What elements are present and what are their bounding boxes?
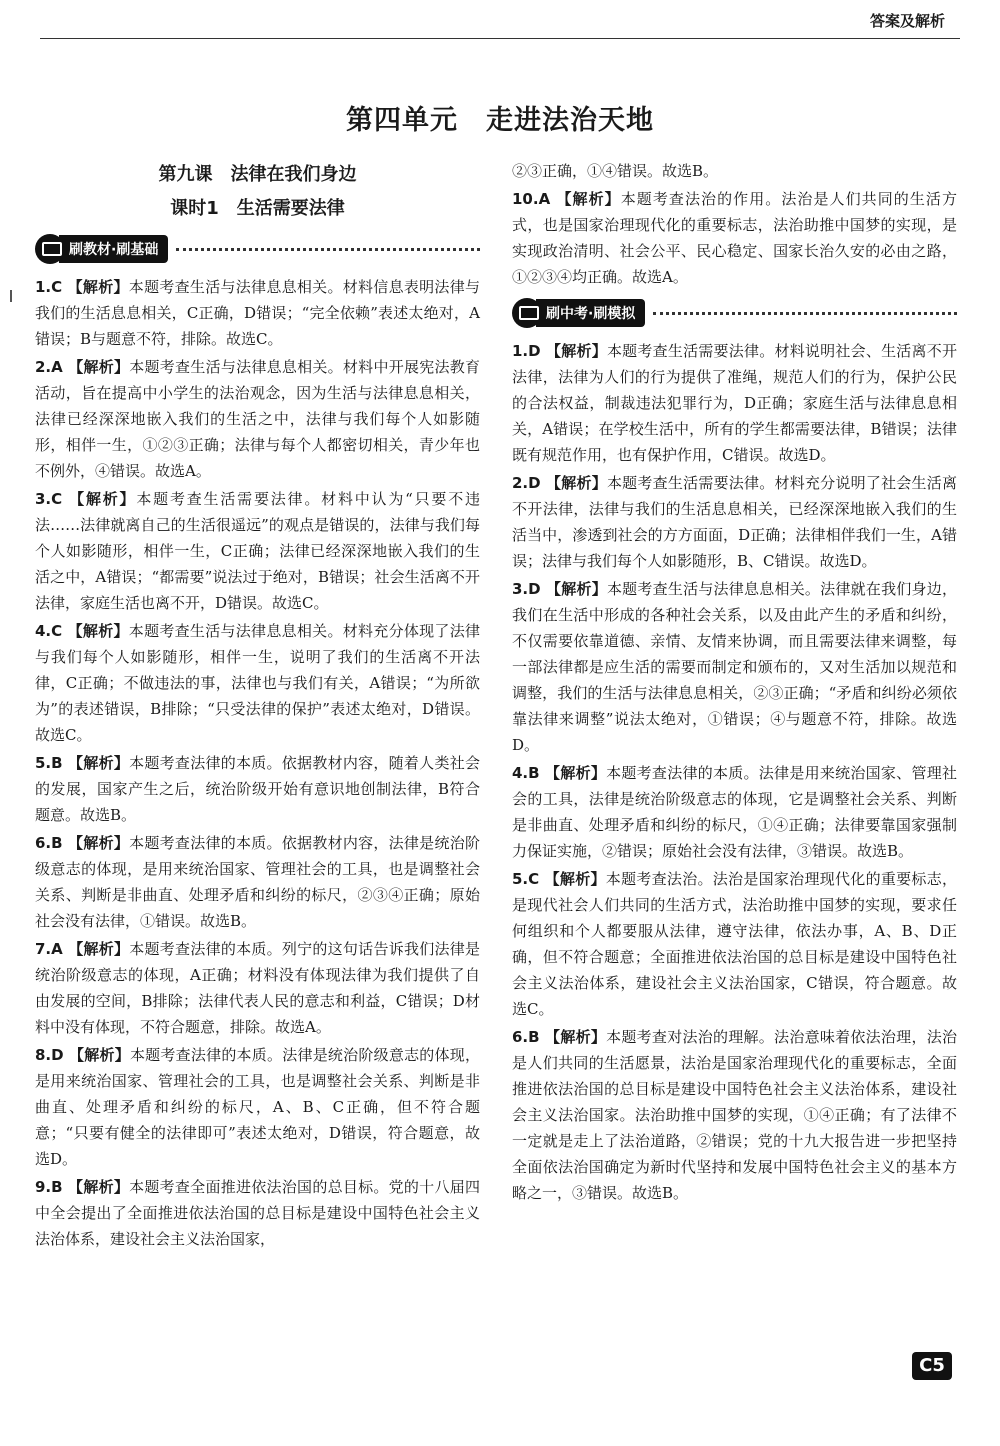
answer-head: 1.C 【解析】 xyxy=(35,278,129,296)
answer-body: 本题考查生活与法律息息相关。材料信息表明法律与我们的生活息息相关，C正确，D错误；“完全依赖”表述太绝对，A错误；B与题意不符，排除。故选C。 xyxy=(35,278,480,348)
right-column xyxy=(512,158,957,1208)
answer-head: 3.D 【解析】 xyxy=(512,580,607,598)
answer-body: 本题考查生活与法律息息相关。材料充分体现了法律与我们每个人如影随形，相伴一生，说明了我们的生活离不开法律，C正确；不做违法的事，法律也与我们有关，A错误；“为所欲为”的表述错误，B排除；“只受法律的保护”表述太绝对，D错误。故选C。 xyxy=(35,622,480,744)
answer-head: 2.D 【解析】 xyxy=(512,474,607,492)
lesson-title: 第九课 法律在我们身边 xyxy=(158,164,357,185)
answer-item xyxy=(512,470,957,574)
lesson-subtitle: 课时1 生活需要法律 xyxy=(170,198,345,219)
unit-title: 第四单元 走进法治天地 xyxy=(346,105,654,136)
answer-item xyxy=(35,618,480,748)
header-divider xyxy=(40,38,960,39)
answer-item xyxy=(35,830,480,934)
answer-body: 本题考查法律的本质。列宁的这句话告诉我们法律是统治阶级意志的体现，A正确；材料没有体现法律为我们提供了自由发展的空间，B排除；法律代表人民的意志和利益，C错误；D材料中没有体现，不符合题意，排除。故选A。 xyxy=(35,940,481,1036)
answer-body: ②③正确，①④错误。故选B。 xyxy=(512,162,719,180)
answer-head: 6.B 【解析】 xyxy=(512,1028,607,1046)
right-answer-list-exam xyxy=(512,338,957,1206)
answer-head: 8.D 【解析】 xyxy=(35,1046,130,1064)
answer-item xyxy=(512,866,957,1022)
header-tag: 答案及解析 xyxy=(869,12,945,30)
answer-item xyxy=(35,1042,480,1172)
answer-body: 本题考查全面推进依法治国的总目标。党的十八届四中全会提出了全面推进依法治国的总目标是建设中国特色社会主义法治体系，建设社会主义法治国家， xyxy=(35,1178,480,1248)
answer-body: 本题考查对法治的理解。法治意味着依法治理，法治是人们共同的生活愿景，法治是国家治理现代化的重要标志，全面推进依法治国的总目标是建设中国特色社会主义法治体系，建设社会主义法治国家。法治助推中国梦的实现，①④正确；有了法律不一定就是走上了法治道路，②错误；党的十九大报告进一步把坚持全面依法治国确定为新时代坚持和发展中国特色社会主义的基本方略之一，③错误。故选B。 xyxy=(512,1028,957,1202)
answer-head: 5.B 【解析】 xyxy=(35,754,130,772)
answer-head: 2.A 【解析】 xyxy=(35,358,130,376)
book-icon xyxy=(35,234,65,264)
answer-head: 4.C 【解析】 xyxy=(35,622,129,640)
answer-body: 本题考查法治。法治是国家治理现代化的重要标志，是现代社会人们共同的生活方式，法治助推中国梦的实现，要求任何组织和个人都要服从法律，遵守法律，依法办事，A、B、D正确，但不符合题意；全面推进依法治国的总目标是建设中国特色社会主义法治体系，建设社会主义法治国家，C错误，符合题意。故选C。 xyxy=(512,870,957,1018)
book-icon xyxy=(512,298,542,328)
answer-body: 本题考查生活需要法律。材料充分说明了社会生活离不开法律，法律与我们的生活息息相关，已经深深地嵌入我们的生活当中，渗透到社会的方方面面，D正确；法律相伴我们一生，A错误；法律与我们每个人如影随形，B、C错误。故选D。 xyxy=(512,474,957,570)
answer-head: 6.B 【解析】 xyxy=(35,834,130,852)
left-answer-list xyxy=(35,274,480,1252)
answer-item xyxy=(512,576,957,758)
answer-body: 本题考查法律的本质。依据教材内容，法律是统治阶级意志的体现，是用来统治国家、管理社会的工具，也是调整社会关系、判断是非曲直、处理矛盾和纠纷的标尺，②③④正确；原始社会没有法律，①错误。故选B。 xyxy=(35,834,480,930)
page-number: C5 xyxy=(912,1352,952,1380)
left-column xyxy=(35,158,480,1254)
answer-body: 本题考查法律的本质。法律是用来统治国家、管理社会的工具，法律是统治阶级意志的体现，它是调整社会关系、判断是非曲直、处理矛盾和纠纷的标尺，①④正确；法律要靠国家强制力保证实施，②错误；原始社会没有法律，③错误。故选B。 xyxy=(512,764,957,860)
answer-body: 本题考查生活需要法律。材料中认为“只要不违法……法律就离自己的生活很遥远”的观点是错误的，法律与我们每个人如影随形，相伴一生，C正确；法律已经深深地嵌入我们的生活之中，A错误；“都需要”说法过于绝对，B错误；社会生活离不开法律，家庭生活也离不开，D错误。故选C。 xyxy=(35,490,480,612)
answer-item xyxy=(35,354,480,484)
dotted-divider xyxy=(653,312,957,315)
answer-item xyxy=(35,1174,480,1252)
answer-head: 9.B 【解析】 xyxy=(35,1178,130,1196)
section-exam-label: 刷中考·刷模拟 xyxy=(536,299,645,327)
section-basic-label: 刷教材·刷基础 xyxy=(59,235,168,263)
answer-item xyxy=(512,158,957,184)
margin-mark xyxy=(10,290,12,302)
answer-head: 10.A 【解析】 xyxy=(512,190,621,208)
answer-item xyxy=(512,1024,957,1206)
dotted-divider xyxy=(176,248,480,251)
answer-item xyxy=(35,750,480,828)
answer-body: 本题考查生活与法律息息相关。法律就在我们身边，我们在生活中形成的各种社会关系，以及由此产生的矛盾和纠纷，不仅需要依靠道德、亲情、友情来协调，而且需要法律来调整，每一部法律都是应生活的需要而制定和颁布的，又对生活加以规范和调整，我们的生活与法律息息相关，②③正确；“矛盾和纠纷必须依靠法律来调整”说法太绝对，①错误；④与题意不符，排除。故选D。 xyxy=(512,580,957,754)
answer-body: 本题考查法律的本质。法律是统治阶级意志的体现，是用来统治国家、管理社会的工具，也是调整社会关系、判断是非曲直、处理矛盾和纠纷的标尺，A、B、C正确，但不符合题意；“只要有健全的法律即可”表述太绝对，D错误，符合题意，故选D。 xyxy=(35,1046,480,1168)
answer-head: 3.C 【解析】 xyxy=(35,490,137,508)
answer-body: 本题考查生活需要法律。材料说明社会、生活离不开法律，法律为人们的行为提供了准绳，规范人们的行为，保护公民的合法权益，制裁违法犯罪行为，D正确；家庭生活与法律息息相关，A错误；在学校生活中，所有的学生都需要法律，B错误；法律既有规范作用，也有保护作用，C错误。故选D。 xyxy=(512,342,957,464)
answer-item xyxy=(512,760,957,864)
answer-head: 4.B 【解析】 xyxy=(512,764,607,782)
answer-head: 1.D 【解析】 xyxy=(512,342,607,360)
section-exam-tag xyxy=(512,296,957,330)
answer-body: 本题考查法律的本质。依据教材内容，随着人类社会的发展，国家产生之后，统治阶级开始有意识地创制法律，B符合题意。故选B。 xyxy=(35,754,480,824)
answer-item xyxy=(35,936,480,1040)
answer-head: 7.A 【解析】 xyxy=(35,940,130,958)
answer-item xyxy=(512,338,957,468)
answer-item xyxy=(512,186,957,290)
section-basic-tag xyxy=(35,232,480,266)
answer-item xyxy=(35,274,480,352)
answer-item xyxy=(35,486,480,616)
answer-head: 5.C 【解析】 xyxy=(512,870,606,888)
right-answer-list-top xyxy=(512,158,957,290)
answer-body: 本题考查生活与法律息息相关。材料中开展宪法教育活动，旨在提高中小学生的法治观念，因为生活与法律息息相关，法律已经深深地嵌入我们的生活之中，法律与我们每个人如影随形，相伴一生，①②③正确；法律与每个人都密切相关，青少年也不例外，④错误。故选A。 xyxy=(35,358,481,480)
answer-body: 本题考查法治的作用。法治是人们共同的生活方式，也是国家治理现代化的重要标志，法治助推中国梦的实现，是实现政治清明、社会公平、民心稳定、国家长治久安的必由之路，①②③④均正确。故选A。 xyxy=(512,190,957,286)
